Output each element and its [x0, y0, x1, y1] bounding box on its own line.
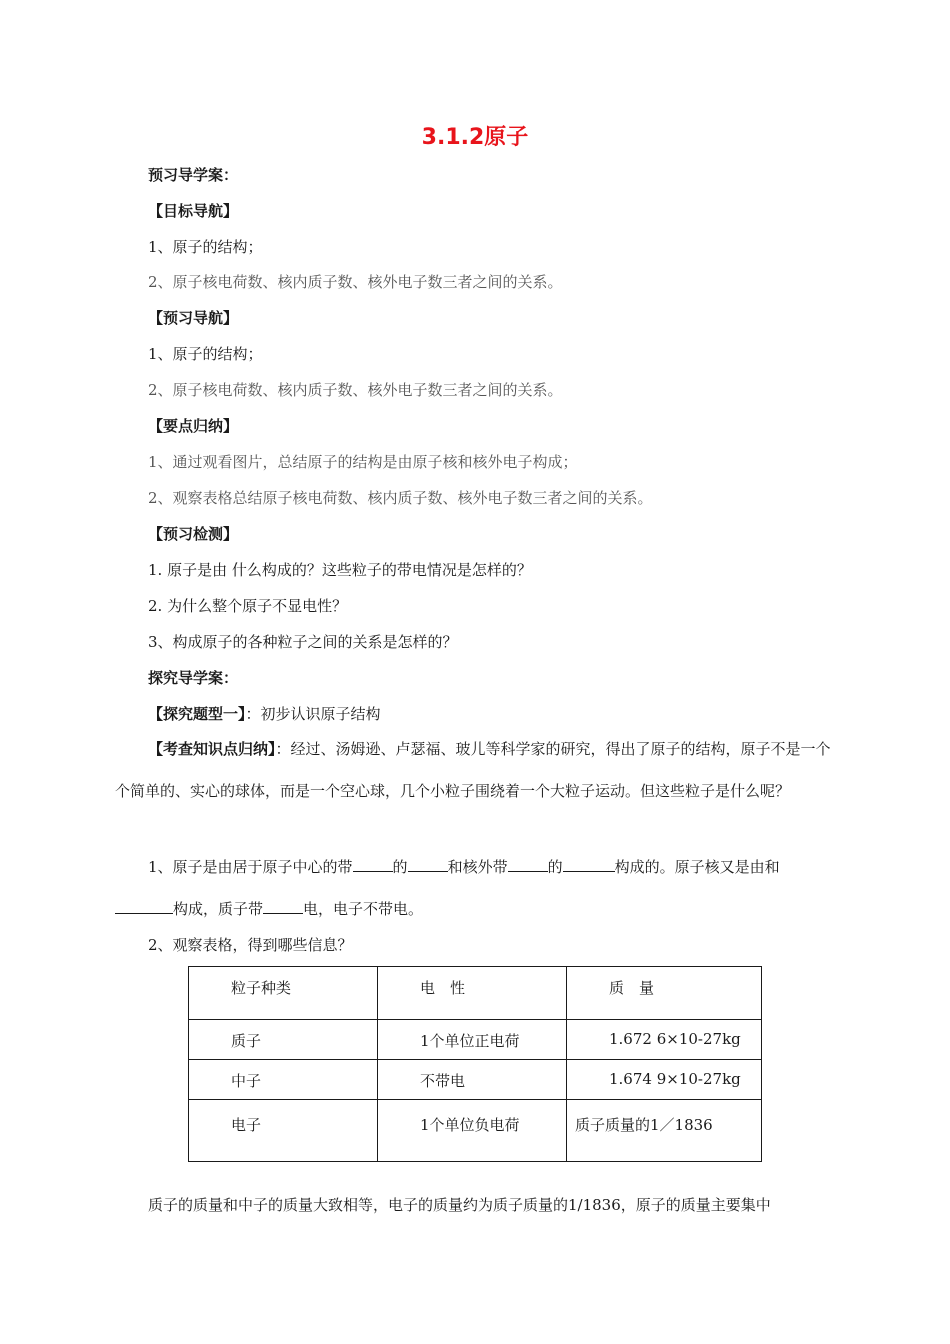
goals-item: 1、原子的结构； — [148, 238, 263, 256]
fill-blank[interactable] — [563, 857, 615, 872]
preview-check-item: 2. 为什么整个原子不显电性？ — [148, 597, 348, 615]
goals-heading: 【目标导航】 — [148, 202, 239, 220]
fill-blank[interactable] — [408, 857, 448, 872]
knowledge-paragraph — [115, 728, 837, 812]
fill-blank[interactable] — [263, 899, 303, 914]
preview-nav-item: 1、原子的结构； — [148, 345, 263, 363]
preview-heading: 预习导学案： — [148, 166, 239, 184]
key-points-item: 1、通过观看图片，总结原子的结构是由原子核和核外电子构成； — [148, 453, 578, 471]
preview-check-heading: 【预习检测】 — [148, 525, 239, 543]
explore-type-1 — [148, 703, 381, 724]
fill-text: 电，电子不带电。 — [303, 900, 424, 918]
fill-blank[interactable] — [353, 857, 393, 872]
preview-nav-item: 2、原子核电荷数、核内质子数、核外电子数三者之间的关系。 — [148, 381, 563, 399]
fill-text: 构成，质子带 — [173, 900, 264, 918]
table-cell: 1.672 6×10-27kg — [567, 1020, 762, 1060]
fill-blank[interactable] — [508, 857, 548, 872]
key-points-item: 2、观察表格总结原子核电荷数、核内质子数、核外电子数三者之间的关系。 — [148, 489, 653, 507]
preview-check-item: 1. 原子是由 什么构成的？这些粒子的带电情况是怎样的？ — [148, 561, 532, 579]
table-row — [189, 1100, 762, 1162]
explore-type-1-text: ：初步认识原子结构 — [245, 705, 381, 723]
question-2: 2、观察表格，得到哪些信息？ — [148, 936, 353, 954]
fill-in-paragraph — [115, 846, 837, 930]
fill-text: 和 — [764, 858, 780, 876]
fill-text: 和核外带 — [447, 858, 508, 876]
fill-text: 的 — [547, 858, 563, 876]
table-header-cell: 质 量 — [567, 967, 762, 1020]
explore-type-1-label: 【探究题型一】 — [148, 705, 246, 723]
table-cell: 1个单位正电荷 — [378, 1020, 567, 1060]
fill-text: 构成的。原子核又是由 — [614, 858, 765, 876]
knowledge-text: ：经过、汤姆逊、卢瑟福、玻儿等科学家的研究，得出了原子的结构，原子不是一个个简单的、实心的球体，而是一个空心球，几个小粒子围绕着一个大粒子运动。但这些粒子是什么呢？ — [115, 740, 831, 800]
fill-text: 1、原子是由居于原子中心的带 — [148, 858, 353, 876]
table-row — [189, 1060, 762, 1100]
table-cell: 中子 — [189, 1060, 378, 1100]
fill-text: 的 — [392, 858, 408, 876]
table-header-row — [189, 967, 762, 1020]
table-cell: 质子质量的1／1836 — [567, 1100, 762, 1162]
particle-table — [188, 966, 762, 1162]
table-header-cell: 粒子种类 — [189, 967, 378, 1020]
table-cell: 质子 — [189, 1020, 378, 1060]
goals-item: 2、原子核电荷数、核内质子数、核外电子数三者之间的关系。 — [148, 273, 563, 291]
preview-nav-heading: 【预习导航】 — [148, 309, 239, 327]
fill-blank[interactable] — [115, 899, 173, 914]
key-points-heading: 【要点归纳】 — [148, 417, 239, 435]
table-cell: 1个单位负电荷 — [378, 1100, 567, 1162]
table-header-cell: 电 性 — [378, 967, 567, 1020]
knowledge-label: 【考查知识点归纳】 — [148, 740, 276, 758]
bottom-paragraph: 质子的质量和中子的质量大致相等，电子的质量约为质子质量的1/1836，原子的质量主要集中 — [148, 1196, 771, 1214]
table-cell: 1.674 9×10-27kg — [567, 1060, 762, 1100]
explore-heading: 探究导学案： — [148, 669, 239, 687]
preview-check-item: 3、构成原子的各种粒子之间的关系是怎样的？ — [148, 633, 458, 651]
table-cell: 不带电 — [378, 1060, 567, 1100]
table-cell: 电子 — [189, 1100, 378, 1162]
page-title: 3.1.2原子 — [421, 125, 529, 150]
table-row — [189, 1020, 762, 1060]
